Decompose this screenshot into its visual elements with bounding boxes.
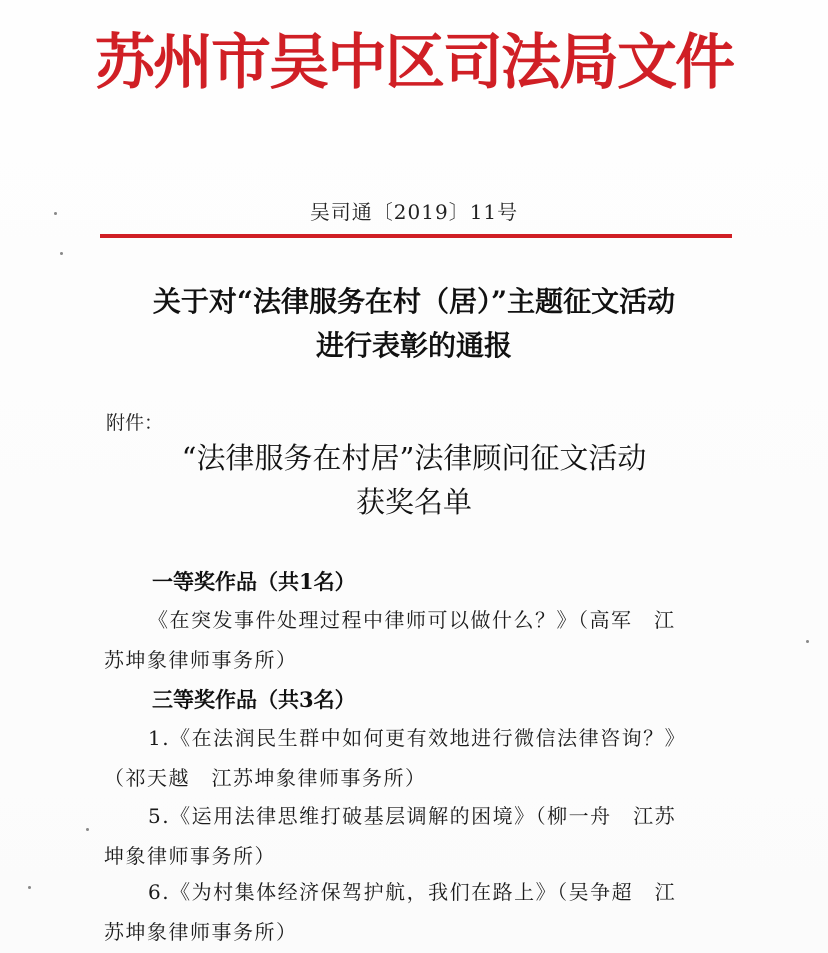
document-number: 吴司通〔2019〕11号 xyxy=(309,200,519,224)
scan-speck xyxy=(28,886,31,889)
entry-line-2: （祁天越 江苏坤象律师事务所） xyxy=(104,766,427,790)
notice-title-line-1: 关于对“法律服务在村（居）”主题征文活动 xyxy=(152,285,676,318)
award-list-title xyxy=(0,436,828,524)
notice-title xyxy=(0,280,828,368)
entry-line-1: 《在突发事件处理过程中律师可以做什么？》（高军 江 xyxy=(148,608,676,632)
list-item xyxy=(104,718,724,798)
list-item xyxy=(104,796,724,876)
entry-line-2: 苏坤象律师事务所） xyxy=(104,648,298,672)
scan-speck xyxy=(60,252,63,255)
list-item xyxy=(104,872,724,952)
section-heading-first-prize: 一等奖作品（共1名） xyxy=(152,569,356,594)
entry-line-1: 5.《运用法律思维打破基层调解的困境》（柳一舟 江苏 xyxy=(148,804,677,828)
entry-line-1: 1.《在法润民生群中如何更有效地进行微信法律咨询？》 xyxy=(148,726,687,750)
scan-speck xyxy=(86,828,89,831)
award-list-title-line-1: “法律服务在村居”法律顾问征文活动 xyxy=(181,441,647,475)
scan-speck xyxy=(806,640,809,643)
section-heading-third-prize: 三等奖作品（共3名） xyxy=(152,687,356,712)
document-header-title: 苏州市吴中区司法局文件 xyxy=(95,28,733,98)
list-item xyxy=(104,600,724,680)
scan-speck xyxy=(54,212,57,215)
notice-title-line-2: 进行表彰的通报 xyxy=(315,329,512,362)
red-separator-line xyxy=(100,234,732,238)
entry-line-2: 坤象律师事务所） xyxy=(104,844,276,868)
attachment-label: 附件： xyxy=(106,412,164,434)
entry-line-2: 苏坤象律师事务所） xyxy=(104,920,298,944)
entry-line-1: 6.《为村集体经济保驾护航，我们在路上》（吴争超 江 xyxy=(148,880,677,904)
award-list-title-line-2: 获奖名单 xyxy=(355,485,472,519)
